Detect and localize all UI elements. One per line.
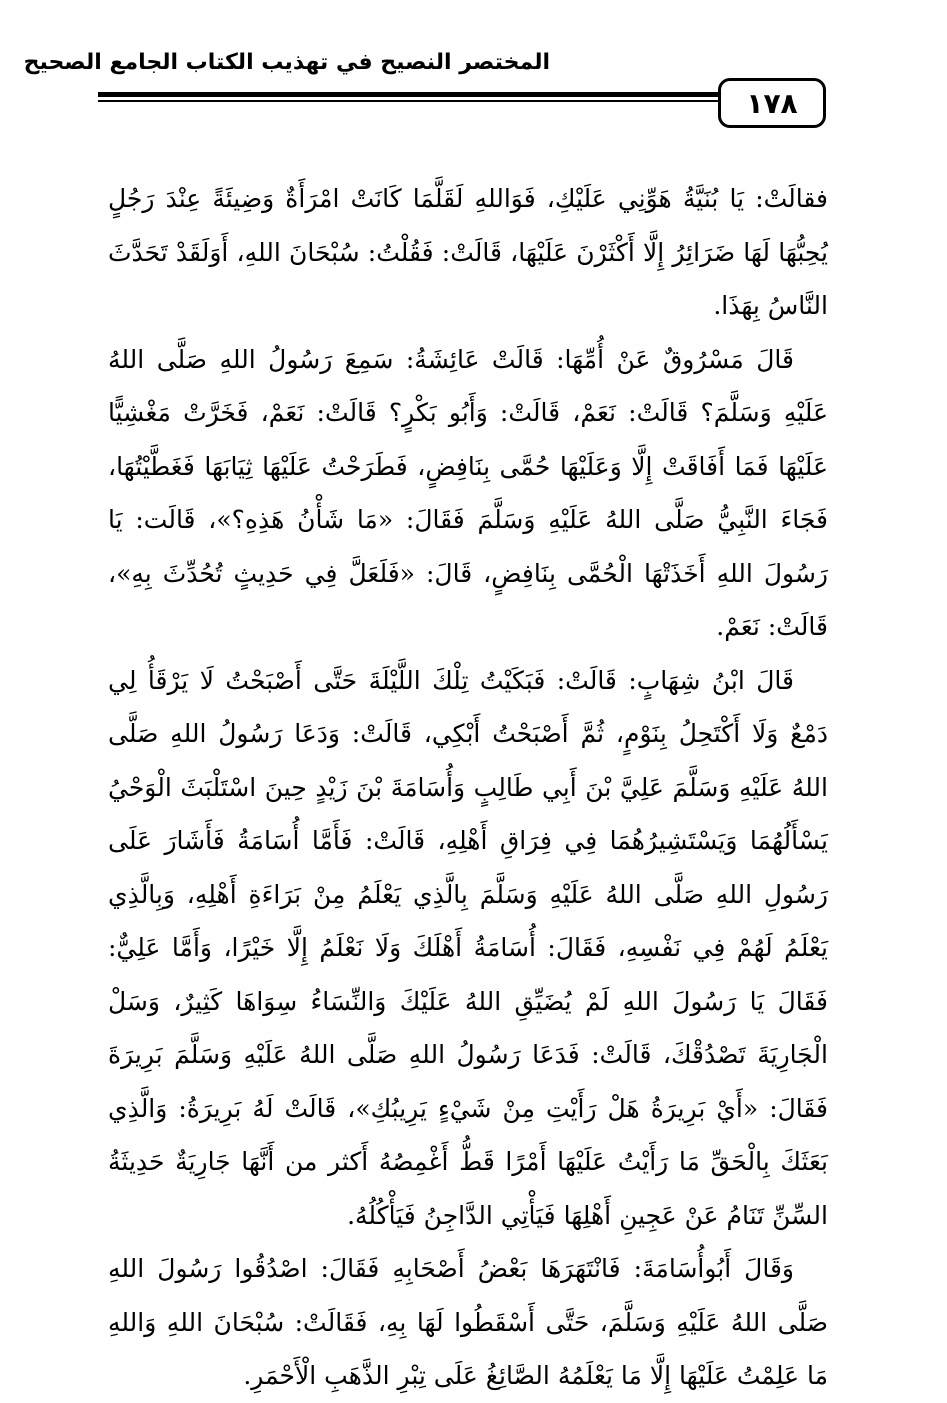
- page-header: [0, 0, 947, 140]
- paragraph-text: قَالَ ابْنُ شِهَابٍ: قَالَتْ: فَبَكَيْتُ تِلْكَ اللَّيْلَةَ حَتَّى أَصْبَحْتُ لَا يَرْقَأُ لِي دَمْعٌ وَلَا أَكْتَحِلُ بِنَوْمٍ، ثُمَّ أَصْبَحْتُ أَبْكِي، قَالَتْ: وَدَعَا رَسُولُ اللهِ صَلَّى اللهُ عَلَيْهِ وَسَلَّمَ عَلِيَّ بْنَ أَبِي طَالِبٍ وَأُسَامَةَ بْنَ زَيْدٍ حِينَ اسْتَلْبَثَ الْوَحْيُ يَسْأَلُهُمَا وَيَسْتَشِيرُهُمَا فِي فِرَاقِ أَهْلِهِ، قَالَتْ: فَأَمَّا أُسَامَةُ فَأَشَارَ عَلَى رَسُولِ اللهِ صَلَّى اللهُ عَلَيْهِ وَسَلَّمَ بِالَّذِي يَعْلَمُ مِنْ بَرَاءَةِ أَهْلِهِ، وَبِالَّذِي يَعْلَمُ لَهُمْ فِي نَفْسِهِ، فَقَالَ: أُسَامَةُ أَهْلَكَ وَلَا نَعْلَمُ إِلَّا خَيْرًا، وَأَمَّا عَلِيٌّ: فَقَالَ يَا رَسُولَ اللهِ لَمْ يُضَيِّقِ اللهُ عَلَيْكَ وَالنِّسَاءُ سِوَاهَا كَثِيرٌ، وَسَلْ الْجَارِيَةَ تَصْدُقْكَ، قَالَتْ: فَدَعَا رَسُولُ اللهِ صَلَّى اللهُ عَلَيْهِ وَسَلَّمَ بَرِيرَةَ فَقَالَ: «أَيْ بَرِيرَةُ هَلْ رَأَيْتِ مِنْ شَيْءٍ يَرِيبُكِ»، قَالَتْ لَهُ بَرِيرَةُ: وَالَّذِي بَعَثَكَ بِالْحَقِّ مَا رَأَيْتُ عَلَيْهَا أَمْرًا قَطُّ أَغْمِصُهُ أَكثر من أَنَّهَا جَارِيَةٌ حَدِيثَةُ السِّنِّ تَنَامُ عَنْ عَجِينِ أَهْلِهَا فَيَأْتِي الدَّاجِنُ فَيَأْكُلُهُ.: [108, 665, 828, 1230]
- body-text: [108, 172, 828, 1403]
- paragraph-text: وَقَالَ أَبُوأُسَامَةَ: فَانْتَهَرَهَا بَعْضُ أَصْحَابِهِ فَقَالَ: اصْدُقُوا رَسُولَ اللهِ صَلَّى اللهُ عَلَيْهِ وَسَلَّمَ، حَتَّى أَسْقَطُوا لَهَا بِهِ، فَقَالَتْ: سُبْحَانَ اللهِ وَاللهِ مَا عَلِمْتُ عَلَيْهَا إِلَّا مَا يَعْلَمُهُ الصَّائِغُ عَلَى تِبْرِ الذَّهَبِ الْأَحْمَرِ.: [108, 1254, 828, 1390]
- page-number: ١٧٨: [746, 86, 798, 120]
- paragraph: [108, 333, 828, 654]
- paragraph-text: قَالَ مَسْرُوقٌ عَنْ أُمِّهَا: قَالَتْ عَائِشَةُ: سَمِعَ رَسُولُ اللهِ صَلَّى اللهُ عَلَيْهِ وَسَلَّمَ؟ قَالَتْ: نَعَمْ، قَالَتْ: وَأَبُو بَكْرٍ؟ قَالَتْ: نَعَمْ، فَخَرَّتْ مَغْشِيًّا عَلَيْهَا فَمَا أَفَاقَتْ إِلَّا وَعَلَيْهَا حُمَّى بِنَافِضٍ، فَطَرَحْتُ عَلَيْهَا ثِيَابَهَا فَغَطَّيْتُهَا، فَجَاءَ النَّبِيُّ صَلَّى اللهُ عَلَيْهِ وَسَلَّمَ فَقَالَ: «مَا شَأْنُ هَذِهِ؟»، قَالَت: يَا رَسُولَ اللهِ أَخَذَتْهَا الْحُمَّى بِنَافِضٍ، قَالَ: «فَلَعَلَّ فِي حَدِيثٍ تُحُدِّثَ بِهِ»، قَالَتْ: نَعَمْ.: [108, 344, 828, 641]
- header-rule-thick: [98, 92, 718, 97]
- paragraph: [108, 1242, 828, 1403]
- paragraph: [108, 172, 828, 333]
- paragraph: [108, 654, 828, 1243]
- page-number-box: [718, 78, 826, 128]
- running-title: المختصر النصيح في تهذيب الكتاب الجامع الصحيح: [23, 50, 550, 75]
- header-rule-thin: [98, 100, 718, 102]
- paragraph-text: فقالَتْ: يَا بُنَيَّةُ هَوِّنِي عَلَيْكِ، فَوَاللهِ لَقَلَّمَا كَانَتْ امْرَأَةٌ وَضِيئَةً عِنْدَ رَجُلٍ يُحِبُّهَا لَهَا ضَرَائِرُ إِلَّا أَكْثَرْنَ عَلَيْهَا، قَالَتْ: فَقُلْتُ: سُبْحَانَ اللهِ، أَوَلَقَدْ تَحَدَّثَ النَّاسُ بِهَذَا.: [108, 184, 828, 320]
